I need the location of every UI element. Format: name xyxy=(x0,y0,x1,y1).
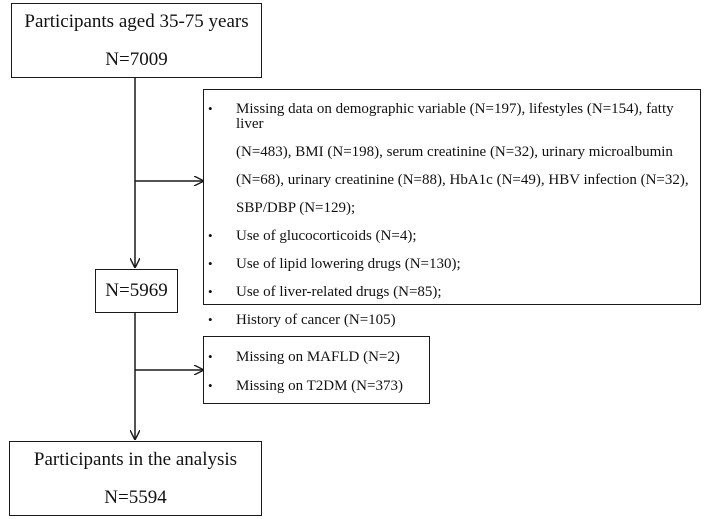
exclusion-item xyxy=(204,379,421,394)
final-box-title: Participants in the analysis xyxy=(33,449,238,470)
exclusion-item-line: Missing on T2DM (N=373) xyxy=(236,378,403,394)
exclusion-item-line: SBP/DBP (N=129); xyxy=(236,200,356,216)
exclusion-box-2 xyxy=(203,336,430,404)
exclusion-item xyxy=(204,102,692,216)
exclusion-item-line: (N=483), BMI (N=198), serum creatinine (N=32), urinary microalbumin xyxy=(236,144,673,160)
exclusion-item-line: Missing data on demographic variable (N=197), lifestyles (N=154), fatty liver xyxy=(236,101,674,132)
exclusion-item-line: (N=68), urinary creatinine (N=88), HbA1c (N=49), HBV infection (N=32), xyxy=(236,172,689,188)
exclusion-item-line: Missing on MAFLD (N=2) xyxy=(236,349,400,365)
exclusion-item xyxy=(204,257,692,272)
bullet-icon: • xyxy=(208,284,213,299)
bullet-icon: • xyxy=(208,378,213,393)
exclusion-item-line: Use of glucocorticoids (N=4); xyxy=(236,228,417,244)
exclusion-box-1 xyxy=(203,89,701,328)
mid-box-count: N=5969 xyxy=(105,280,168,301)
exclusion-item xyxy=(204,285,692,300)
exclusion-list-2 xyxy=(204,350,421,394)
start-box xyxy=(11,3,262,78)
final-box xyxy=(9,441,262,516)
final-box-count: N=5594 xyxy=(104,487,167,508)
start-box-count: N=7009 xyxy=(105,49,168,70)
exclusion-list-1 xyxy=(204,102,692,328)
mid-box xyxy=(95,269,178,313)
exclusion-item xyxy=(204,229,692,244)
bullet-icon: • xyxy=(208,101,213,116)
bullet-icon: • xyxy=(208,228,213,243)
start-box-title: Participants aged 35-75 years xyxy=(24,11,249,32)
bullet-icon: • xyxy=(208,349,213,364)
bullet-icon: • xyxy=(208,312,213,327)
exclusion-item xyxy=(204,350,421,365)
exclusion-item-line: History of cancer (N=105) xyxy=(236,312,396,328)
bullet-icon: • xyxy=(208,256,213,271)
exclusion-item-line: Use of liver-related drugs (N=85); xyxy=(236,284,442,300)
exclusion-item xyxy=(204,313,692,328)
exclusion-item-line: Use of lipid lowering drugs (N=130); xyxy=(236,256,461,272)
